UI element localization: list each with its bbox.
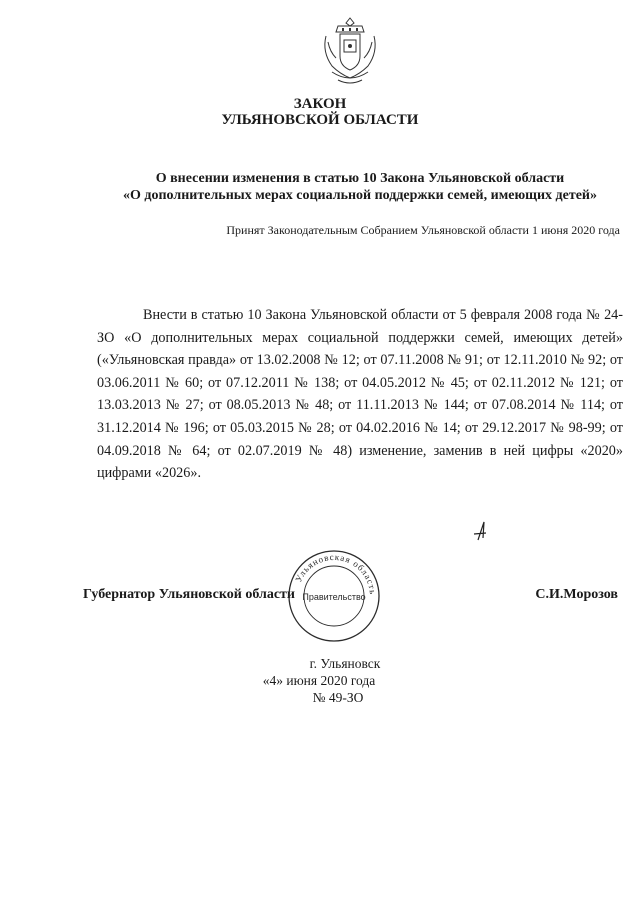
svg-text:Ульяновская область (293, 552, 378, 596)
law-subject-line2: «О дополнительных мерах социальной поддержки семей, имеющих детей» (123, 188, 597, 203)
stamp-center-text: Правительство (302, 592, 366, 602)
coat-of-arms-emblem (318, 14, 382, 88)
official-stamp (286, 548, 382, 644)
law-body-paragraph: Внести в статью 10 Закона Ульяновской области от 5 февраля 2008 года № 24-ЗО «О дополнительных мерах социальной поддержки семей, имеющих детей» («Ульяновская правда» от 13.02.2008 № 12; от 07.11.2008 № 91; от 12.11.2010 № 92; от 03.06.2011 № 60; от 07.12.2011 № 138; от 04.05.2012 № 45; от 02.11.2012 № 121; от 13.03.2013 № 27; от 08.05.2013 № 48; от 11.11.2013 № 144; от 07.08.2014 № 114; от 31.12.2014 № 196; от 05.03.2015 № 28; от 04.02.2016 № 14; от 29.12.2017 № 98-99; от 04.09.2018 № 64; от 02.07.2019 № 48) изменение, заменив в ней цифры «2020» цифрами «2026». (97, 307, 623, 482)
law-number: № 49-ЗО (312, 690, 364, 705)
adoption-note: Принят Законодательным Собранием Ульяновской области 1 июня 2020 года (226, 223, 620, 237)
signatory-name: С.И.Морозов (535, 587, 618, 602)
place-of-signing: г. Ульяновск (309, 656, 381, 671)
law-subject-line1: О внесении изменения в статью 10 Закона Ульяновской области (155, 171, 565, 186)
handwritten-mark (470, 520, 490, 542)
signatory-label: Губернатор Ульяновской области (83, 587, 295, 602)
signing-date: «4» июня 2020 года (262, 673, 376, 688)
law-title-line2: УЛЬЯНОВСКОЙ ОБЛАСТИ (221, 112, 419, 128)
stamp-ring-text: Ульяновская область (293, 551, 379, 596)
law-title-line1: ЗАКОН (293, 96, 347, 112)
